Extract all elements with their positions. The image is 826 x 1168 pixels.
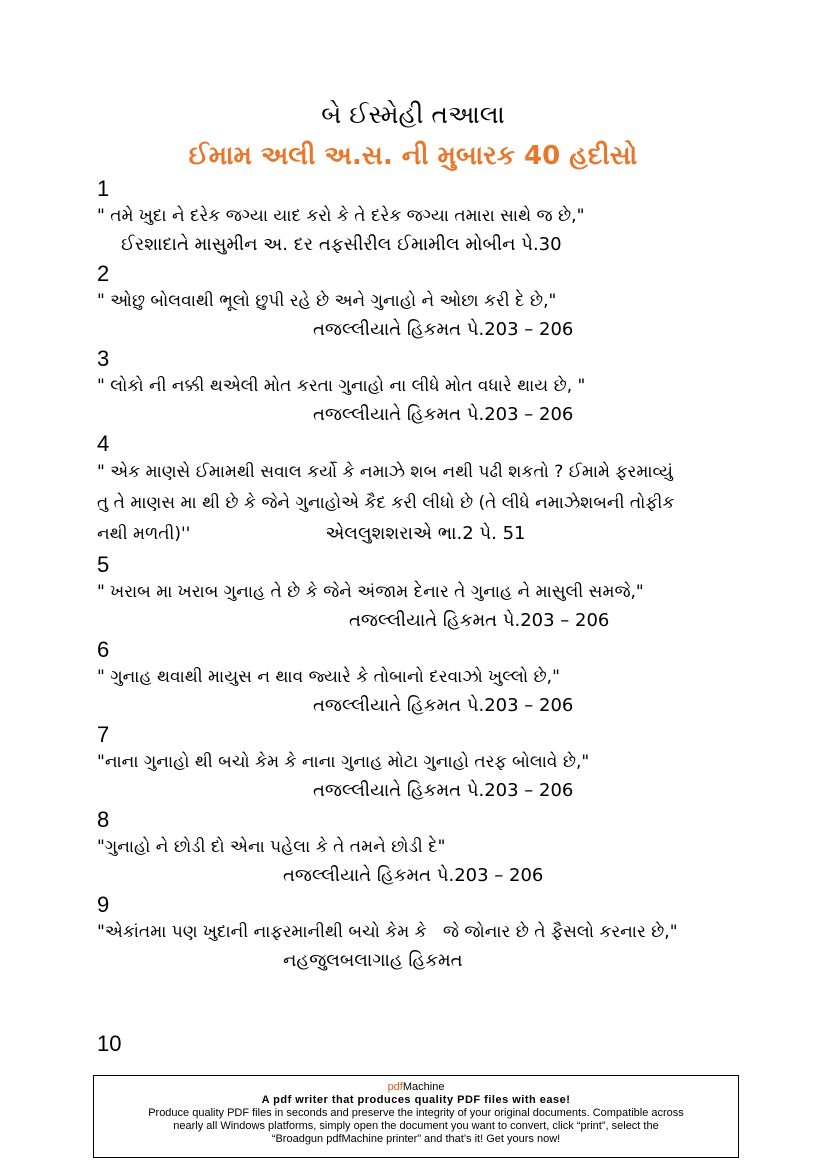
hadith-source: નહજુલબલાગાહ હિકમત bbox=[283, 950, 463, 971]
footer-text-line: nearly all Windows platforms, simply open the document you want to convert, click “print”, select the bbox=[173, 1120, 659, 1132]
footer-text-line: Produce quality PDF files in seconds and preserve the integrity of your original documents. Compatible across bbox=[148, 1107, 684, 1119]
hadith-source: ઈરશાદાતે માસુમીન અ. દર તફસીરીલ ઈમામીલ મોબીન પે.30 bbox=[121, 234, 562, 255]
hadith-item bbox=[97, 720, 797, 805]
hadith-quote-line bbox=[97, 519, 797, 550]
hadith-quote: " લોકો ની નક્કી થએલી મોત કરતા ગુનાહો ના લીધે મોત વધારે થાય છે, " bbox=[97, 376, 586, 396]
hadith-item bbox=[97, 635, 797, 720]
hadith-quote: " ખરાબ મા ખરાબ ગુનાહ તે છે કે જેને અંજામ દેનાર તે ગુનાહ ને માસુલી સમજે," bbox=[97, 582, 644, 602]
hadith-quote: "ગુનાહો ને છોડી દો એના પહેલા કે તે તમને છોડી દે" bbox=[97, 837, 446, 857]
hadith-source: એલલુશશરાએ ભા.2 પે. 51 bbox=[325, 523, 526, 544]
hadith-number: 1 bbox=[97, 176, 110, 201]
hadith-number: 5 bbox=[97, 552, 110, 577]
hadith-source: તજલ્લીયાતે હિકમત પે.203 – 206 bbox=[313, 319, 574, 340]
hadith-number: 4 bbox=[97, 431, 110, 456]
footer-text-line: “Broadgun pdfMachine printer” and that’s it! Get yours now! bbox=[271, 1133, 561, 1145]
page-title: બે ઈસ્મેહી તઆલા bbox=[321, 100, 505, 129]
hadith-source: તજલ્લીયાતે હિકમત પે.203 – 206 bbox=[313, 780, 574, 801]
hadith-item bbox=[97, 429, 797, 550]
hadith-quote-line: " એક માણસે ઈમામથી સવાલ કર્યો કે નમાઝે શબ નથી પઢી શકતો ? ઈમામે ફરમાવ્યું bbox=[97, 462, 673, 482]
hadith-source: તજલ્લીયાતે હિકમત પે.203 – 206 bbox=[313, 695, 574, 716]
pdfmachine-footer bbox=[93, 1075, 739, 1158]
hadith-number: 7 bbox=[97, 722, 110, 747]
page-subtitle: ઈમામ અલી અ.સ. ની મુબારક 40 હદીસો bbox=[188, 141, 638, 171]
hadith-number: 8 bbox=[97, 807, 110, 832]
hadith-quote: " ગુનાહ થવાથી માયુસ ન થાવ જ્યારે કે તોબાનો દરવાઝો ખુલ્લો છે," bbox=[97, 667, 560, 687]
hadith-quote-end: નથી મળતી)'' bbox=[97, 524, 191, 544]
hadith-number: 9 bbox=[97, 892, 110, 917]
hadith-item bbox=[97, 344, 797, 429]
hadith-item bbox=[97, 890, 797, 975]
hadith-item bbox=[97, 174, 797, 259]
hadith-quote-line: તુ તે માણસ મા થી છે કે જેને ગુનાહોએ કૈદ કરી લીધો છે (તે લીધે નમાઝેશબની તોફીક bbox=[97, 493, 675, 513]
hadith-item bbox=[97, 259, 797, 344]
hadith-source: તજલ્લીયાતે હિકમત પે.203 – 206 bbox=[313, 404, 574, 425]
hadith-quote: " ઓછુ બોલવાથી ભૂલો છુપી રહે છે અને ગુનાહો ને ઓછા કરી દે છે," bbox=[97, 291, 557, 311]
footer-brand bbox=[94, 1081, 738, 1094]
hadith-list bbox=[97, 174, 797, 975]
hadith-number: 3 bbox=[97, 346, 110, 371]
hadith-item bbox=[97, 550, 797, 635]
hadith-item bbox=[97, 805, 797, 890]
brand-pdf: pdf bbox=[387, 1081, 403, 1093]
hadith-number: 2 bbox=[97, 261, 110, 286]
hadith-quote: "નાના ગુનાહો થી બચો કેમ કે નાના ગુનાહ મોટા ગુનાહો તરફ બોલાવે છે," bbox=[97, 752, 590, 772]
hadith-source: તજલ્લીયાતે હિકમત પે.203 – 206 bbox=[349, 610, 610, 631]
brand-machine: Machine bbox=[402, 1081, 445, 1093]
hadith-quote: "એકાંતમા પણ ખુદાની નાફરમાનીથી બચો કેમ કે જે જોનાર છે તે ફૈસલો કરનાર છે," bbox=[97, 922, 678, 942]
hadith-quote: " તમે ખુદા ને દરેક જગ્યા યાદ કરો કે તે દરેક જગ્યા તમારા સાથે જ છે," bbox=[97, 206, 585, 226]
hadith-number-next: 10 bbox=[97, 1031, 122, 1056]
footer-tagline: A pdf writer that produces quality PDF files with ease! bbox=[261, 1094, 571, 1106]
hadith-source: તજલ્લીયાતે હિકમત પે.203 – 206 bbox=[283, 865, 544, 886]
hadith-number: 6 bbox=[97, 637, 110, 662]
